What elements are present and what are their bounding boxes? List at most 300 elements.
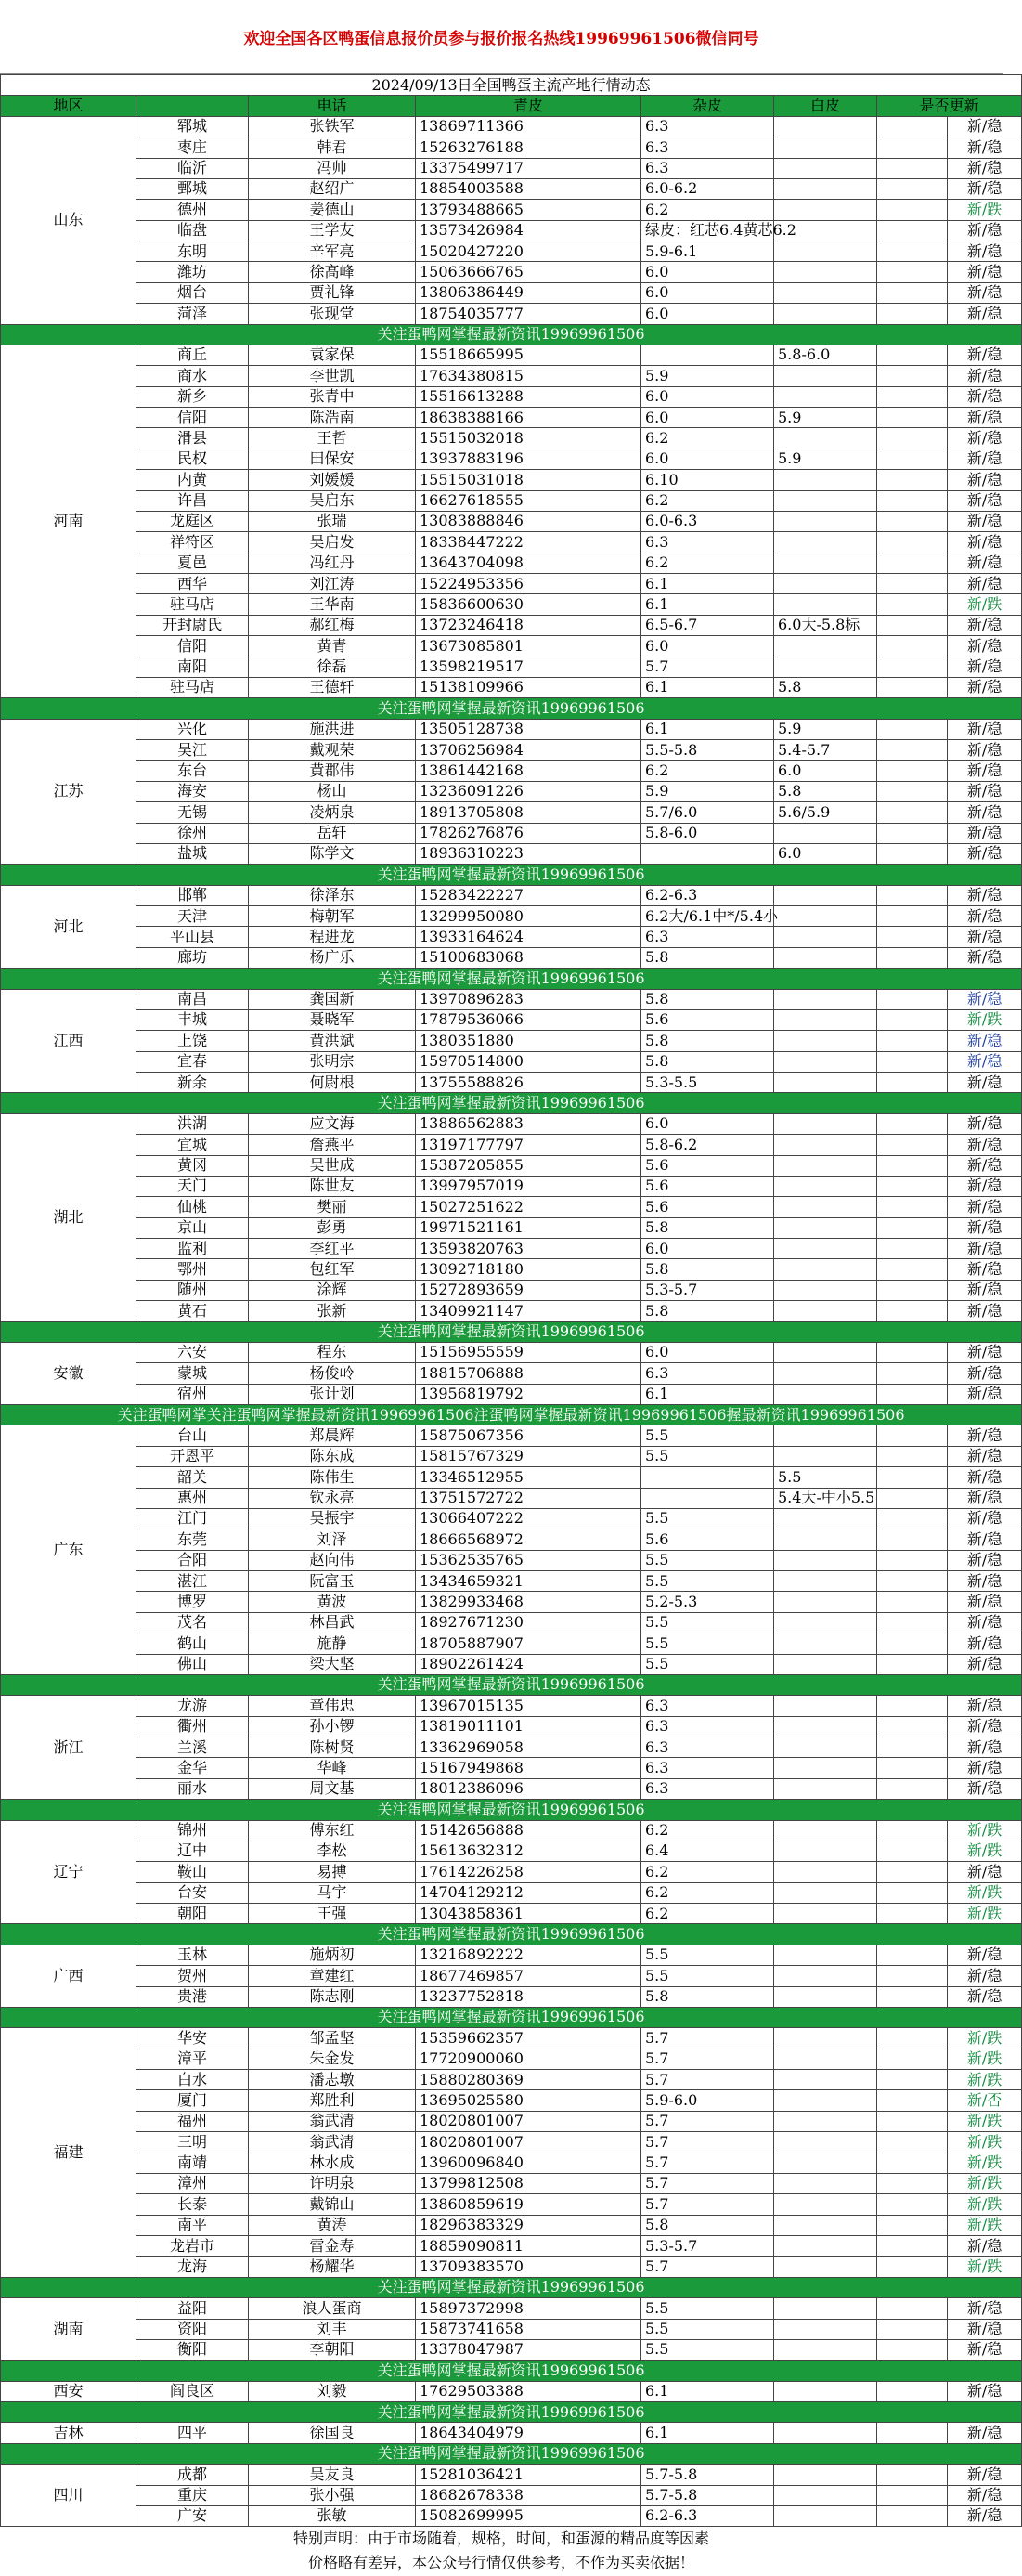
mixed-shell-price-cell (774, 636, 877, 657)
green-shell-price-cell: 5.7-5.8 (641, 2465, 774, 2485)
update-status-cell: 新/稳 (948, 1986, 1022, 2007)
white-shell-price-cell (877, 2423, 948, 2443)
phone-cell: 15387205855 (416, 1155, 641, 1176)
mixed-shell-price-cell (774, 1051, 877, 1072)
white-shell-price-cell (877, 1716, 948, 1737)
mixed-shell-price-cell (774, 1862, 877, 1882)
contact-name-cell: 章建红 (249, 1966, 416, 1986)
white-shell-price-cell (877, 532, 948, 553)
mixed-shell-price-cell (774, 2132, 877, 2153)
update-status-cell: 新/稳 (948, 1384, 1022, 1404)
update-status-cell: 新/稳 (948, 1778, 1022, 1799)
city-cell: 无锡 (136, 802, 249, 823)
white-shell-price-cell (877, 2111, 948, 2131)
province-cell: 江西 (1, 989, 136, 1093)
white-shell-price-cell (877, 761, 948, 781)
update-status-cell: 新/稳 (948, 532, 1022, 553)
mixed-shell-price-cell (774, 178, 877, 199)
phone-cell: 13362969058 (416, 1737, 641, 1758)
phone-cell: 13937883196 (416, 449, 641, 469)
green-shell-price-cell: 6.3 (641, 1778, 774, 1799)
white-shell-price-cell (877, 1550, 948, 1570)
city-cell: 天门 (136, 1176, 249, 1196)
table-row (1, 1217, 1022, 1238)
update-status-cell: 新/稳 (948, 927, 1022, 947)
table-row (1, 2298, 1022, 2319)
phone-cell: 17879536066 (416, 1009, 641, 1030)
green-shell-price-cell: 6.2 (641, 428, 774, 449)
mixed-shell-price-cell (774, 885, 877, 905)
city-cell: 鞍山 (136, 1862, 249, 1882)
update-status-cell: 新/跌 (948, 2153, 1022, 2173)
green-shell-price-cell: 6.2 (641, 200, 774, 220)
update-status-cell: 新/稳 (948, 802, 1022, 823)
green-shell-price-cell: 6.0-6.3 (641, 511, 774, 531)
contact-name-cell: 施炳初 (249, 1945, 416, 1965)
follow-banner-row (1, 1405, 1022, 1425)
follow-banner: 关注蛋鸭网掌握最新资讯19969961506 (1, 865, 1022, 885)
update-status-cell: 新/稳 (948, 719, 1022, 739)
contact-name-cell: 程进龙 (249, 927, 416, 947)
table-row (1, 1529, 1022, 1550)
contact-name-cell: 邹孟坚 (249, 2028, 416, 2049)
update-status-cell: 新/稳 (948, 1176, 1022, 1196)
update-status-cell: 新/稳 (948, 220, 1022, 241)
contact-name-cell: 朱金发 (249, 2049, 416, 2069)
column-header-row (1, 96, 1022, 116)
white-shell-price-cell (877, 1945, 948, 1965)
green-shell-price-cell: 5.6 (641, 1176, 774, 1196)
green-shell-price-cell: 6.2 (641, 761, 774, 781)
contact-name-cell: 冯帅 (249, 158, 416, 178)
update-status-cell: 新/稳 (948, 1342, 1022, 1362)
green-shell-price-cell (641, 345, 774, 365)
phone-cell: 15224953356 (416, 574, 641, 594)
phone-cell: 18815706888 (416, 1363, 641, 1384)
green-shell-price-cell: 5.5 (641, 1633, 774, 1654)
green-shell-price-cell: 6.1 (641, 574, 774, 594)
province-cell: 河北 (1, 885, 136, 969)
mixed-shell-price-cell (774, 2423, 877, 2443)
mixed-shell-price-cell (774, 1966, 877, 1986)
white-shell-price-cell (877, 1571, 948, 1592)
green-shell-price-cell: 5.6 (641, 1155, 774, 1176)
phone-cell: 13861442168 (416, 761, 641, 781)
mixed-shell-price-cell (774, 532, 877, 553)
table-row (1, 1778, 1022, 1799)
contact-name-cell: 浪人蛋商 (249, 2298, 416, 2319)
contact-name-cell: 梁大坚 (249, 1654, 416, 1674)
update-status-cell: 新/稳 (948, 1467, 1022, 1488)
city-cell: 龙岩市 (136, 2236, 249, 2257)
green-shell-price-cell: 6.0 (641, 262, 774, 282)
province-cell: 湖南 (1, 2298, 136, 2361)
white-shell-price-cell (877, 2381, 948, 2401)
city-cell: 江门 (136, 1508, 249, 1529)
contact-name-cell: 黄波 (249, 1592, 416, 1612)
white-shell-price-cell (877, 449, 948, 469)
table-row (1, 594, 1022, 615)
table-row (1, 1280, 1022, 1300)
table-row (1, 386, 1022, 407)
mixed-shell-price-cell (774, 2257, 877, 2277)
phone-cell: 13806386449 (416, 282, 641, 303)
green-shell-price-cell: 5.8 (641, 1986, 774, 2007)
mixed-shell-price-cell (774, 1031, 877, 1051)
green-shell-price-cell: 5.8 (641, 947, 774, 968)
mixed-shell-price-cell (774, 989, 877, 1009)
green-shell-price-cell: 5.9 (641, 366, 774, 386)
contact-name-cell: 张明宗 (249, 1051, 416, 1072)
white-shell-price-cell (877, 1217, 948, 1238)
table-row (1, 885, 1022, 905)
green-shell-price-cell: 5.8-6.2 (641, 1135, 774, 1155)
update-status-cell: 新/稳 (948, 1259, 1022, 1280)
white-shell-price-cell (877, 657, 948, 677)
contact-name-cell: 刘毅 (249, 2381, 416, 2401)
mixed-shell-price-cell (774, 2153, 877, 2173)
white-shell-price-cell (877, 2485, 948, 2505)
white-shell-price-cell (877, 2132, 948, 2153)
white-shell-price-cell (877, 366, 948, 386)
table-row (1, 1696, 1022, 1716)
phone-cell: 15138109966 (416, 677, 641, 697)
contact-name-cell: 贾礼锋 (249, 282, 416, 303)
phone-cell: 13409921147 (416, 1301, 641, 1321)
mixed-shell-price-cell (774, 1945, 877, 1965)
phone-cell: 15518665995 (416, 345, 641, 365)
city-cell: 京山 (136, 1217, 249, 1238)
phone-cell: 15027251622 (416, 1197, 641, 1217)
update-status-cell: 新/稳 (948, 1612, 1022, 1633)
table-row (1, 2111, 1022, 2131)
update-status-cell: 新/稳 (948, 2505, 1022, 2526)
contact-name-cell: 施静 (249, 1633, 416, 1654)
green-shell-price-cell: 5.8-6.0 (641, 823, 774, 843)
table-row (1, 553, 1022, 573)
white-shell-price-cell (877, 158, 948, 178)
contact-name-cell: 聂晓军 (249, 1009, 416, 1030)
follow-banner-row (1, 2361, 1022, 2381)
mixed-shell-price-cell (774, 2111, 877, 2131)
update-status-cell: 新/稳 (948, 1716, 1022, 1737)
white-shell-price-cell (877, 553, 948, 573)
city-cell: 漳州 (136, 2173, 249, 2193)
contact-name-cell: 张瑞 (249, 511, 416, 531)
contact-name-cell: 赵向伟 (249, 1550, 416, 1570)
contact-name-cell: 王德轩 (249, 677, 416, 697)
green-shell-price-cell (641, 1467, 774, 1488)
follow-banner: 关注蛋鸭网掌握最新资讯19969961506 (1, 1321, 1022, 1342)
contact-name-cell: 李红平 (249, 1239, 416, 1259)
phone-cell: 15281036421 (416, 2465, 641, 2485)
city-cell: 新乡 (136, 386, 249, 407)
phone-cell: 18338447222 (416, 532, 641, 553)
city-cell: 玉林 (136, 1945, 249, 1965)
update-status-cell: 新/稳 (948, 1508, 1022, 1529)
phone-cell: 15970514800 (416, 1051, 641, 1072)
mixed-shell-price-cell: 5.9 (774, 449, 877, 469)
white-shell-price-cell (877, 1197, 948, 1217)
green-shell-price-cell: 5.8 (641, 1217, 774, 1238)
city-cell: 四平 (136, 2423, 249, 2443)
update-status-cell: 新/稳 (948, 1633, 1022, 1654)
table-row (1, 137, 1022, 158)
white-shell-price-cell (877, 262, 948, 282)
phone-cell: 18705887907 (416, 1633, 641, 1654)
contact-name-cell: 章伟忠 (249, 1696, 416, 1716)
phone-cell: 13092718180 (416, 1259, 641, 1280)
city-cell: 丽水 (136, 1778, 249, 1799)
white-shell-price-cell (877, 1696, 948, 1716)
table-row (1, 449, 1022, 469)
table-row (1, 2028, 1022, 2049)
contact-name-cell: 徐磊 (249, 657, 416, 677)
white-shell-price-cell (877, 1031, 948, 1051)
update-status-cell: 新/稳 (948, 1197, 1022, 1217)
follow-banner-row (1, 1093, 1022, 1113)
table-row (1, 657, 1022, 677)
mixed-shell-price-cell (774, 1737, 877, 1758)
update-status-cell: 新/稳 (948, 1945, 1022, 1965)
contact-name-cell: 李松 (249, 1841, 416, 1861)
update-status-cell: 新/稳 (948, 2339, 1022, 2360)
city-cell: 宿州 (136, 1384, 249, 1404)
city-cell: 仙桃 (136, 1197, 249, 1217)
update-status-cell: 新/稳 (948, 1301, 1022, 1321)
contact-name-cell: 刘泽 (249, 1529, 416, 1550)
phone-cell: 15515031018 (416, 470, 641, 490)
green-shell-price-cell: 6.0 (641, 408, 774, 428)
mixed-shell-price-cell: 6.0 (774, 843, 877, 864)
phone-cell: 13643704098 (416, 553, 641, 573)
white-shell-price-cell (877, 2194, 948, 2215)
contact-name-cell: 林水成 (249, 2153, 416, 2173)
update-status-cell: 新/稳 (948, 1280, 1022, 1300)
follow-banner: 关注蛋鸭网掌握最新资讯19969961506 (1, 2402, 1022, 2423)
mixed-shell-price-cell (774, 158, 877, 178)
green-shell-price-cell: 6.3 (641, 532, 774, 553)
table-row (1, 1862, 1022, 1882)
update-status-cell: 新/跌 (948, 1841, 1022, 1861)
phone-cell: 13598219517 (416, 657, 641, 677)
update-status-cell: 新/稳 (948, 947, 1022, 968)
col-header-green-shell: 青皮 (416, 96, 641, 116)
white-shell-price-cell (877, 1135, 948, 1155)
update-status-cell: 新/稳 (948, 428, 1022, 449)
mixed-shell-price-cell (774, 2173, 877, 2193)
contact-name-cell: 吴世成 (249, 1155, 416, 1176)
phone-cell: 16627618555 (416, 490, 641, 511)
city-cell: 惠州 (136, 1488, 249, 1508)
phone-cell: 15516613288 (416, 386, 641, 407)
city-cell: 资阳 (136, 2319, 249, 2339)
white-shell-price-cell (877, 386, 948, 407)
contact-name-cell: 杨耀华 (249, 2257, 416, 2277)
green-shell-price-cell: 6.1 (641, 2423, 774, 2443)
phone-cell: 15359662357 (416, 2028, 641, 2049)
city-cell: 福州 (136, 2111, 249, 2131)
green-shell-price-cell: 5.7 (641, 2153, 774, 2173)
city-cell: 合阳 (136, 1550, 249, 1570)
white-shell-price-cell (877, 927, 948, 947)
table-row (1, 532, 1022, 553)
city-cell: 朝阳 (136, 1904, 249, 1924)
table-row (1, 1758, 1022, 1778)
update-status-cell: 新/稳 (948, 1550, 1022, 1570)
contact-name-cell: 翁武清 (249, 2132, 416, 2153)
green-shell-price-cell: 5.2-5.3 (641, 1592, 774, 1612)
update-status-cell: 新/稳 (948, 1488, 1022, 1508)
mixed-shell-price-cell: 6.0大-5.8标 (774, 615, 877, 635)
mixed-shell-price-cell (774, 1384, 877, 1404)
table-row (1, 1882, 1022, 1903)
green-shell-price-cell: 6.0 (641, 304, 774, 324)
table-row (1, 1301, 1022, 1321)
white-shell-price-cell (877, 594, 948, 615)
update-status-cell: 新/稳 (948, 1113, 1022, 1134)
update-status-cell: 新/稳 (948, 1862, 1022, 1882)
green-shell-price-cell: 6.2-6.3 (641, 885, 774, 905)
phone-cell: 18859090811 (416, 2236, 641, 2257)
update-status-cell: 新/稳 (948, 470, 1022, 490)
table-row (1, 1966, 1022, 1986)
table-row (1, 428, 1022, 449)
mixed-shell-price-cell (774, 2236, 877, 2257)
green-shell-price-cell: 5.5 (641, 2339, 774, 2360)
mixed-shell-price-cell (774, 1280, 877, 1300)
contact-name-cell: 陈志刚 (249, 1986, 416, 2007)
mixed-shell-price-cell (774, 2028, 877, 2049)
contact-name-cell: 张计划 (249, 1384, 416, 1404)
table-row (1, 2485, 1022, 2505)
phone-cell: 18020801007 (416, 2132, 641, 2153)
province-cell: 广西 (1, 1945, 136, 2007)
city-cell: 吴江 (136, 740, 249, 761)
phone-cell: 15100683068 (416, 947, 641, 968)
green-shell-price-cell: 6.0 (641, 1239, 774, 1259)
mixed-shell-price-cell (774, 137, 877, 158)
mixed-shell-price-cell (774, 1363, 877, 1384)
mixed-shell-price-cell (774, 1612, 877, 1633)
mixed-shell-price-cell (774, 1778, 877, 1799)
phone-cell: 13346512955 (416, 1467, 641, 1488)
phone-cell: 15897372998 (416, 2298, 641, 2319)
city-cell: 丰城 (136, 1009, 249, 1030)
white-shell-price-cell (877, 428, 948, 449)
mixed-shell-price-cell (774, 553, 877, 573)
follow-banner: 关注蛋鸭网掌握最新资讯19969961506 (1, 1093, 1022, 1113)
contact-name-cell: 马宇 (249, 1882, 416, 1903)
follow-banner: 关注蛋鸭网掌握最新资讯19969961506 (1, 2277, 1022, 2297)
phone-cell: 15613632312 (416, 1841, 641, 1861)
contact-name-cell: 刘丰 (249, 2319, 416, 2339)
contact-name-cell: 黄涛 (249, 2215, 416, 2235)
follow-banner-row (1, 2402, 1022, 2423)
contact-name-cell: 黄郡伟 (249, 761, 416, 781)
contact-name-cell: 李朝阳 (249, 2339, 416, 2360)
update-status-cell: 新/稳 (948, 1425, 1022, 1446)
white-shell-price-cell (877, 1363, 948, 1384)
mixed-shell-price-cell (774, 1073, 877, 1093)
white-shell-price-cell (877, 1009, 948, 1030)
contact-name-cell: 梅朝军 (249, 906, 416, 927)
phone-cell: 13673085801 (416, 636, 641, 657)
update-status-cell: 新/稳 (948, 781, 1022, 801)
mixed-shell-price-cell (774, 1239, 877, 1259)
page-header-banner (0, 0, 1003, 74)
white-shell-price-cell (877, 2070, 948, 2090)
mixed-shell-price-cell: 5.9 (774, 408, 877, 428)
table-row (1, 470, 1022, 490)
green-shell-price-cell: 5.8 (641, 1301, 774, 1321)
follow-banner-row (1, 1674, 1022, 1695)
follow-banner-row (1, 2443, 1022, 2464)
white-shell-price-cell (877, 947, 948, 968)
table-row (1, 1633, 1022, 1654)
phone-cell: 18754035777 (416, 304, 641, 324)
mixed-shell-price-cell: 5.4大-中小5.5 (774, 1488, 877, 1508)
mixed-shell-price-cell (774, 116, 877, 137)
table-row (1, 1239, 1022, 1259)
mixed-shell-price-cell (774, 1820, 877, 1841)
table-row (1, 1508, 1022, 1529)
green-shell-price-cell: 5.5 (641, 2298, 774, 2319)
table-row (1, 802, 1022, 823)
white-shell-price-cell (877, 137, 948, 158)
update-status-cell: 新/稳 (948, 1529, 1022, 1550)
mixed-shell-price-cell (774, 366, 877, 386)
city-cell: 三明 (136, 2132, 249, 2153)
table-row (1, 636, 1022, 657)
contact-name-cell: 孙小锣 (249, 1716, 416, 1737)
white-shell-price-cell (877, 282, 948, 303)
white-shell-price-cell (877, 823, 948, 843)
phone-cell: 18913705808 (416, 802, 641, 823)
mixed-shell-price-cell (774, 1529, 877, 1550)
green-shell-price-cell: 5.7 (641, 2194, 774, 2215)
table-row (1, 1986, 1022, 2007)
contact-name-cell: 戴观荣 (249, 740, 416, 761)
white-shell-price-cell (877, 178, 948, 199)
update-status-cell: 新/跌 (948, 1882, 1022, 1903)
mixed-shell-price-cell (774, 2070, 877, 2090)
green-shell-price-cell: 6.3 (641, 1758, 774, 1778)
update-status-cell: 新/跌 (948, 2028, 1022, 2049)
contact-name-cell: 姜德山 (249, 200, 416, 220)
city-cell: 漳平 (136, 2049, 249, 2069)
table-row (1, 2049, 1022, 2069)
contact-name-cell: 郝红梅 (249, 615, 416, 635)
phone-cell: 13829933468 (416, 1592, 641, 1612)
city-cell: 郓城 (136, 116, 249, 137)
white-shell-price-cell (877, 1425, 948, 1446)
contact-name-cell: 岳轩 (249, 823, 416, 843)
table-row (1, 158, 1022, 178)
white-shell-price-cell (877, 1446, 948, 1466)
col-header-white-shell: 白皮 (774, 96, 877, 116)
update-status-cell: 新/跌 (948, 594, 1022, 615)
update-status-cell: 新/跌 (948, 1820, 1022, 1841)
col-header-updated: 是否更新 (877, 96, 1022, 116)
mixed-shell-price-cell (774, 2505, 877, 2526)
city-cell: 南靖 (136, 2153, 249, 2173)
table-row (1, 1571, 1022, 1592)
mixed-shell-price-cell (774, 490, 877, 511)
update-status-cell: 新/稳 (948, 2236, 1022, 2257)
table-row (1, 1841, 1022, 1861)
white-shell-price-cell (877, 885, 948, 905)
